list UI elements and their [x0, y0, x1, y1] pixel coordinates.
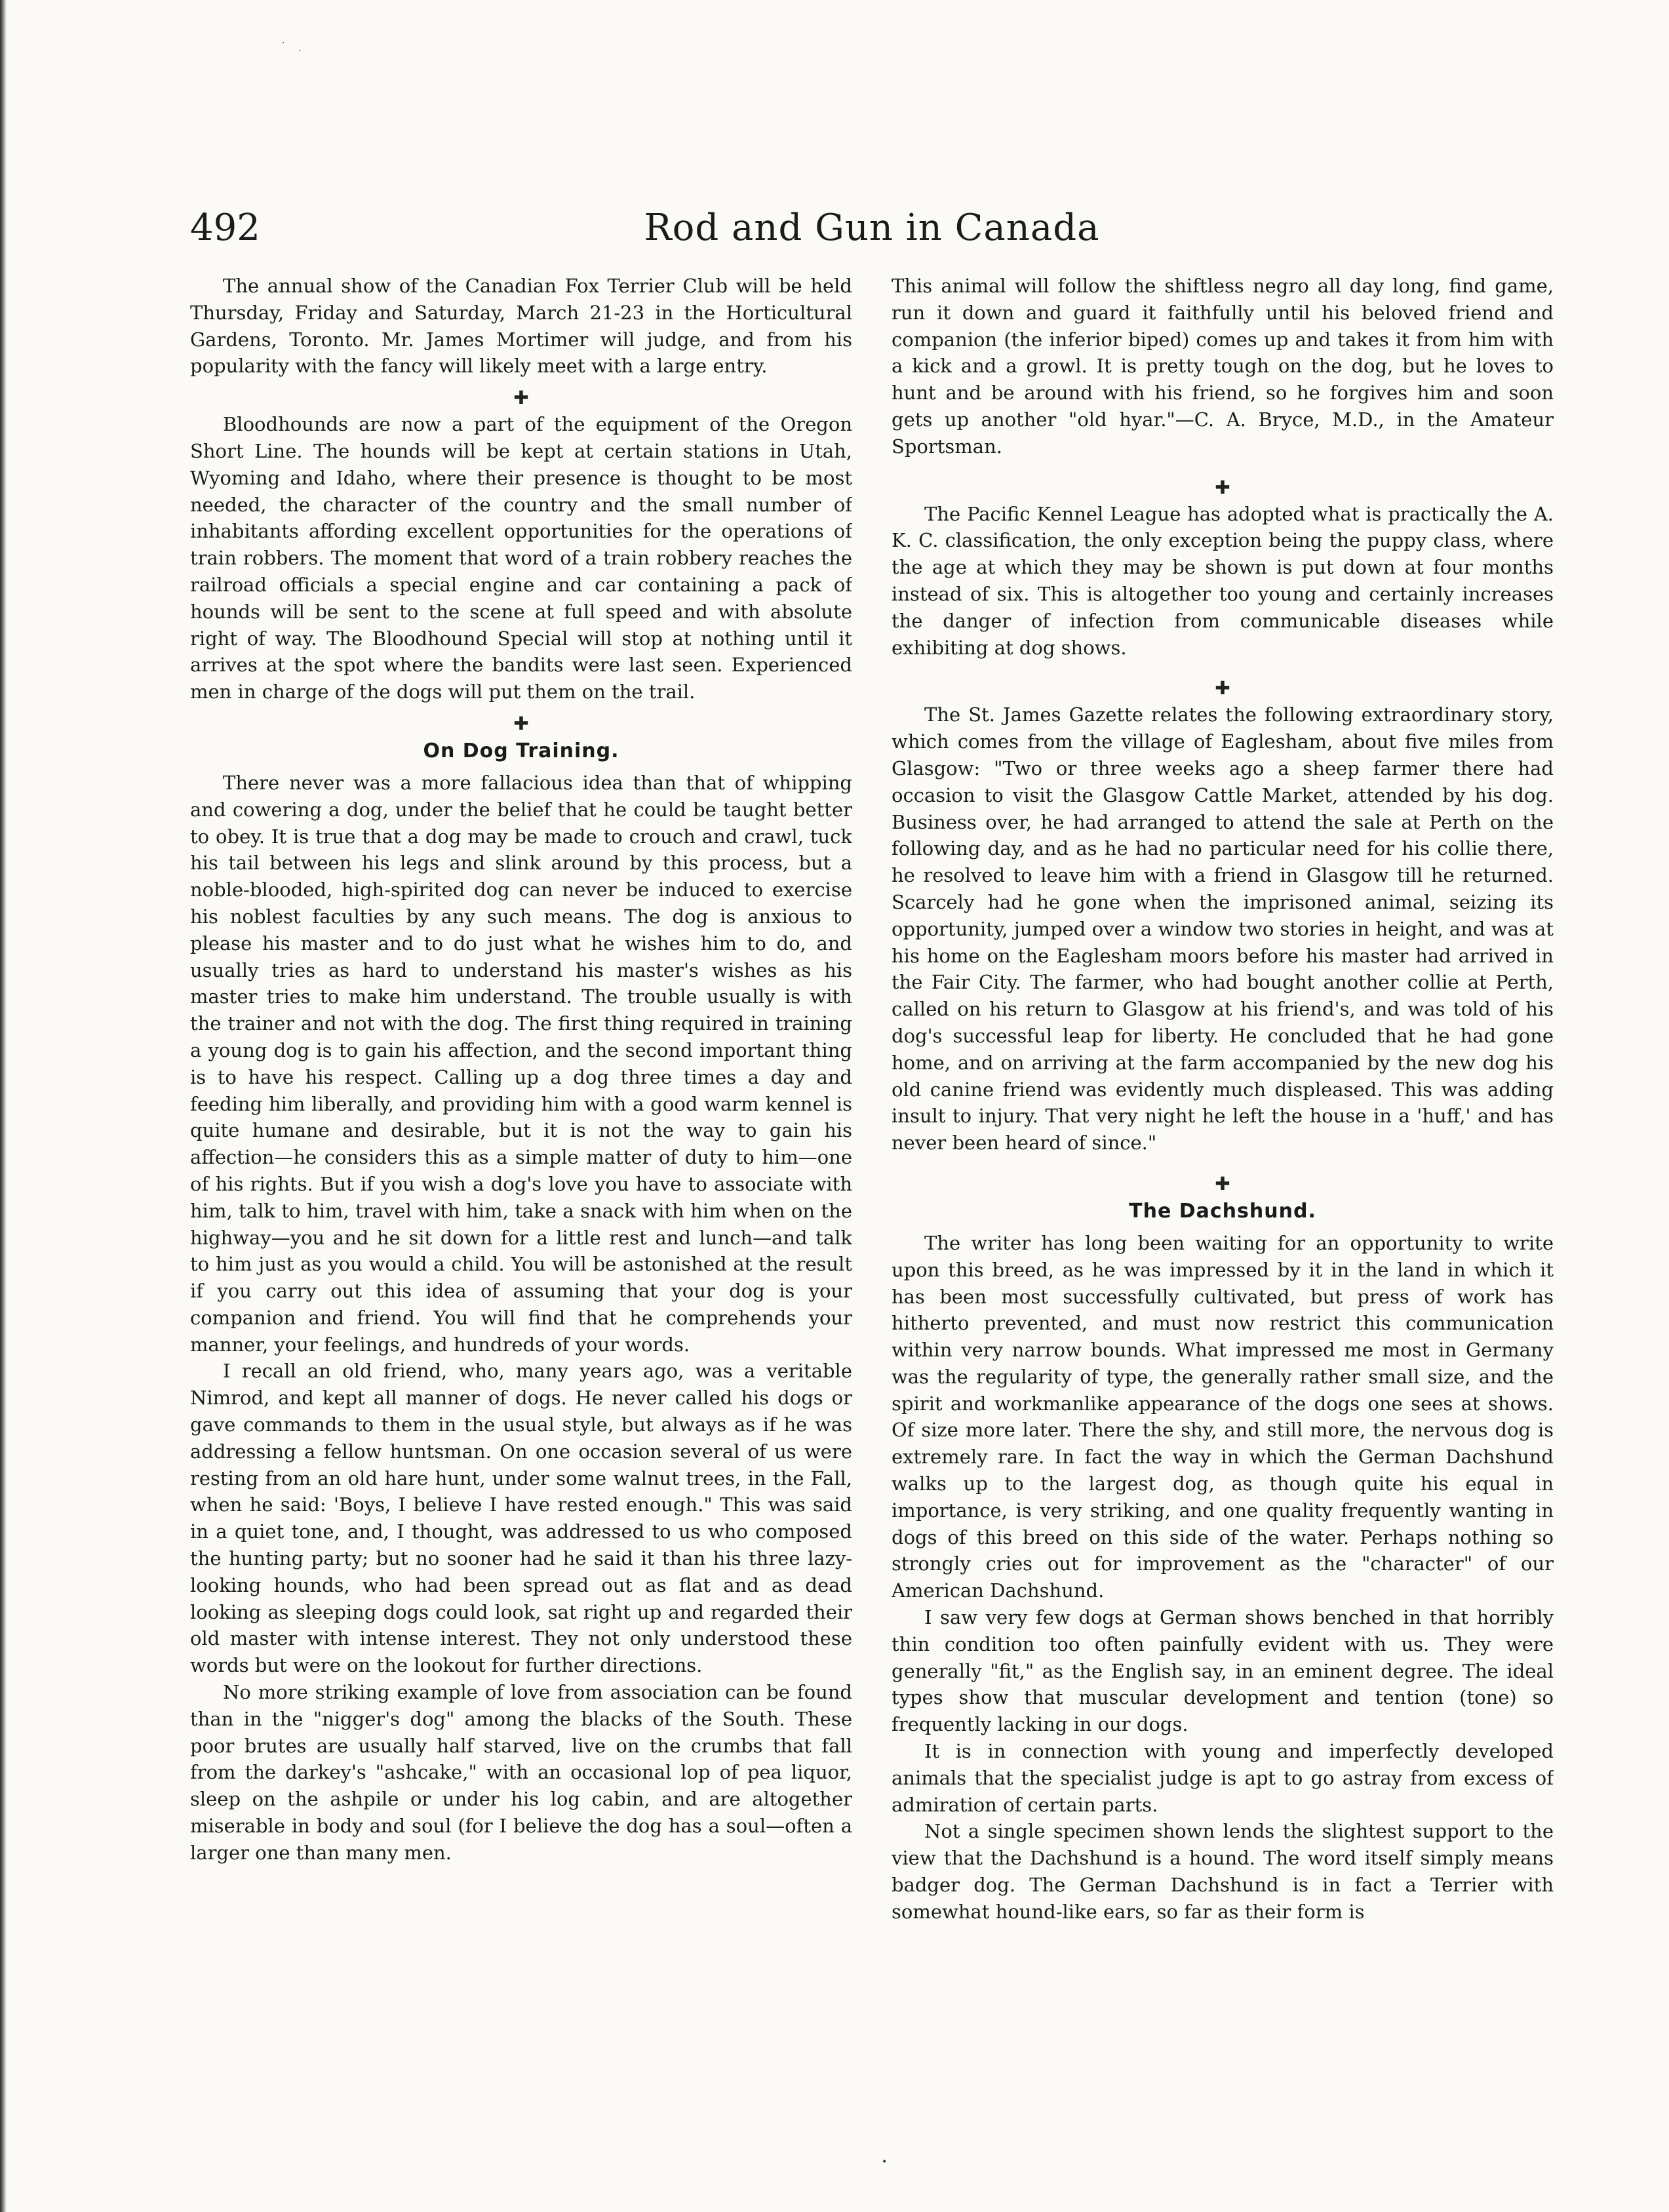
- paragraph-dachshund-2: I saw very few dogs at German shows benched in that horribly thin condition too often painfully evident with us. They were generally "fit," as the English say, in an eminent degree. The ideal types show that muscular development and tention (tone) so frequently lacking in our dogs.: [892, 1606, 1554, 1736]
- paragraph-dachshund-1: The writer has long been waiting for an opportunity to write upon this breed, as he was impressed by it in the land in which it has been most successfully cultivated, but press of work has hitherto prevented, and must now restrict this communication within very narrow bounds. What impressed me most in Germany was the regularity of type, the generally rather small size, and the spirit and workmanlike appearance of the dogs one sees at shows. Of size more later. There the shy, and still more, the nervous dog is extremely rare. In fact the way in which the German Dachshund walks up to the largest dog, as though quite his equal in importance, is very striking, and one quality frequently wanting in dogs of this breed on this side of the water. Perhaps nothing so strongly cries out for improvement as the "character" of our American Dachshund.: [892, 1231, 1554, 1602]
- scan-speck: ·: [298, 46, 302, 56]
- heading-dog-training: On Dog Training.: [423, 739, 619, 762]
- paragraph-fox-terrier-show: The annual show of the Canadian Fox Terrier Club will be held Thursday, Friday and Saturday, March 21-23 in the Horticultural Gardens, Toronto. Mr. James Mortimer will judge, and from his popularity with the fancy will likely meet with a large entry.: [190, 275, 852, 378]
- section-ornament: ✚: [1215, 1172, 1230, 1195]
- page-header: [190, 202, 1554, 261]
- paragraph-st-james-gazette: The St. James Gazette relates the following extraordinary story, which comes from the village of Eaglesham, about five miles from Glasgow: "Two or three weeks ago a sheep farmer there had occasion to visit the Glasgow Cattle Market, attended by his dog. Business over, he had arranged to attend the sale at Perth on the following day, and as he had no particular need for his collie there, he resolved to leave him with a friend in Glasgow till he returned. Scarcely had he gone when the imprisoned animal, seizing its opportunity, jumped over a window two stories in height, and was at his home on the Eaglesham moors before his master had arrived in the Fair City. The farmer, who had bought another collie at Perth, called on his return to Glasgow at his friend's, and was told of his dog's successful leap for liberty. He concluded that he had gone home, and on arriving at the farm accompanied by the new dog his old canine friend was evidently much displeased. This was adding insult to injury. That very night he left the house in a 'huff,' and has never been heard of since.": [892, 703, 1554, 1155]
- paragraph-bloodhounds: Bloodhounds are now a part of the equipment of the Oregon Short Line. The hounds will be kept at certain stations in Utah, Wyoming and Idaho, where their presence is thought to be most needed, the character of the country and the small number of inhabitants affording excellent opportunities for the operations of train robbers. The moment that word of a train robbery reaches the railroad officials a special engine and car containing a pack of hounds will be sent to the scene at full speed and with absolute right of way. The Bloodhound Special will stop at nothing until it arrives at the spot where the bandits were last seen. Experienced men in charge of the dogs will put them on the trail.: [190, 413, 852, 703]
- paragraph-continued: This animal will follow the shiftless negro all day long, find game, run it down and guard it faithfully until his beloved friend and companion (the inferior biped) comes up and takes it from him with a kick and a growl. It is pretty tough on the dog, but he loves to hunt and be around with his friend, so he forgives him and soon gets up another "old hyar."—C. A. Bryce, M.D., in the Amateur Sportsman.: [892, 275, 1554, 458]
- section-ornament: ✚: [1215, 476, 1230, 498]
- section-ornament: ✚: [513, 387, 529, 409]
- paragraph-pacific-kennel-league: The Pacific Kennel League has adopted what is practically the A. K. C. classification, the only exception being the puppy class, where the age at which they may be shown is put down at four months instead of six. This is altogether too young and certainly increases the danger of infection from communicable diseases while exhibiting at dog shows.: [892, 502, 1554, 659]
- section-ornament: ✚: [1215, 677, 1230, 700]
- article-columns: [190, 273, 1554, 2141]
- paragraph-dog-training-2: I recall an old friend, who, many years ago, was a veritable Nimrod, and kept all manner of dogs. He never called his dogs or gave commands to them in the usual style, but always as if he was addressing a fellow huntsman. On one occasion several of us were resting from an old hare hunt, under some walnut trees, in the Fall, when he said: 'Boys, I believe I have rested enough." This was said in a quiet tone, and, I thought, was addressed to us who composed the hunting party; but no sooner had he said it than his three lazy-looking hounds, who had been spread out as flat and as dead looking as sleeping dogs could look, sat right up and regarded their old master with intense interest. They not only understood these words but were on the lookout for further directions.: [190, 1360, 852, 1677]
- paragraph-dog-training-1: There never was a more fallacious idea than that of whipping and cowering a dog, under the belief that he could be taught better to obey. It is true that a dog may be made to crouch and crawl, tuck his tail between his legs and slink around by this process, but a noble-blooded, high-spirited dog can never be induced to exercise his noblest faculties by any such means. The dog is anxious to please his master and to do just what he wishes him to do, and usually tries as hard to understand his master's wishes as his master tries to make him understand. The trouble usually is with the trainer and not with the dog. The first thing required in training a young dog is to gain his affection, and the second important thing is to have his respect. Calling up a dog three times a day and feeding him liberally, and providing him with a good warm kennel is quite humane and desirable, but it is not the way to gain his affection—he considers this as a simple matter of duty to him—one of his rights. But if you wish a dog's love you have to associate with him, talk to him, travel with him, take a snack with him when on the highway—you and he sit down for a little rest and lunch—and talk to him just as you would a child. You will be astonished at the result if you carry out this idea of assuming that your dog is your companion and friend. You will find that he comprehends your manner, your feelings, and hundreds of your words.: [190, 771, 852, 1356]
- right-column: [892, 273, 1554, 2141]
- left-column: [190, 273, 852, 2141]
- section-ornament: ✚: [513, 712, 529, 734]
- page-number: 492: [190, 207, 260, 249]
- heading-dachshund: The Dachshund.: [1129, 1199, 1316, 1223]
- scan-edge: [0, 0, 7, 2212]
- scan-speck: •: [882, 2157, 888, 2167]
- paragraph-dachshund-4: Not a single specimen shown lends the slightest support to the view that the Dachshund is a hound. The word itself simply means badger dog. The German Dachshund is in fact a Terrier with somewhat hound-like ears, so far as their form is: [892, 1820, 1554, 1923]
- paragraph-dog-training-3: No more striking example of love from association can be found than in the "nigger's dog" among the blacks of the South. These poor brutes are usually half starved, live on the crumbs that fall from the darkey's "ashcake," with an occasional lop of pea liquor, sleep on the ashpile or under his log cabin, and are altogether miserable in body and soul (for I believe the dog has a soul—often a larger one than many men.: [190, 1681, 852, 1864]
- running-title: Rod and Gun in Canada: [644, 207, 1100, 249]
- paragraph-dachshund-3: It is in connection with young and imperfectly developed animals that the specialist judge is apt to go astray from excess of admiration of certain parts.: [892, 1740, 1554, 1816]
- scan-speck: ·: [282, 38, 285, 49]
